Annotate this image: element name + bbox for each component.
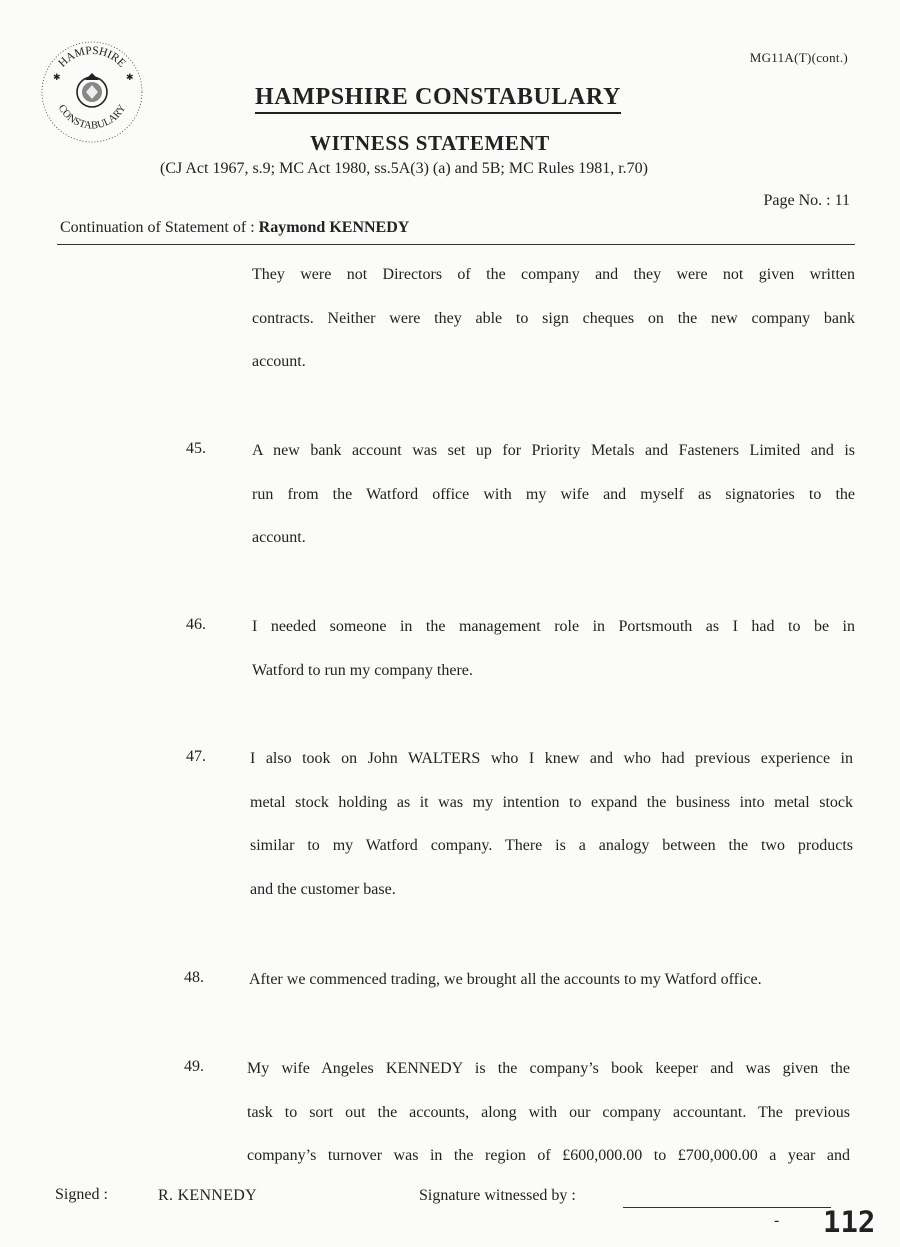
paragraph-line: A new bank account was set up for Priority Metals and Fasteners Limited and is bbox=[252, 442, 855, 459]
paragraph-line: I needed someone in the management role in Portsmouth as I had to be in bbox=[252, 618, 855, 635]
paragraph-line: and the customer base. bbox=[250, 880, 396, 898]
paragraph-49 bbox=[247, 1047, 850, 1178]
paragraph-45 bbox=[252, 429, 855, 560]
seal-text-top: HAMPSHIRE bbox=[56, 44, 128, 70]
signed-label: Signed : bbox=[55, 1186, 108, 1203]
seal-text-bottom: CONSTABULARY bbox=[55, 103, 129, 132]
document-type: WITNESS STATEMENT bbox=[310, 131, 550, 155]
page-total-dash: - bbox=[774, 1212, 780, 1229]
paragraph-line: run from the Watford office with my wife and myself as signatories to the bbox=[252, 485, 855, 503]
paragraph-continued bbox=[252, 253, 855, 384]
paragraph-line: contracts. Neither were they able to sign cheques on the new company bank bbox=[252, 309, 855, 327]
crest-icon bbox=[77, 73, 107, 107]
paragraph-48 bbox=[249, 958, 852, 1002]
page-total-number: 112 bbox=[823, 1205, 876, 1239]
paragraph-number: 46. bbox=[186, 616, 206, 633]
header-divider bbox=[57, 244, 855, 245]
witnessed-label: Signature witnessed by : bbox=[419, 1187, 576, 1204]
signed-name: R. KENNEDY bbox=[158, 1187, 257, 1204]
paragraph-line: metal stock holding as it was my intention to expand the business into metal stock bbox=[250, 793, 853, 811]
continuation-line bbox=[60, 219, 409, 237]
paragraph-line: After we commenced trading, we brought all the accounts to my Watford office. bbox=[249, 971, 762, 988]
continuation-label: Continuation of Statement of : bbox=[60, 219, 255, 236]
svg-text:✱: ✱ bbox=[126, 73, 134, 83]
witness-signature-line bbox=[623, 1207, 831, 1208]
paragraph-line: company’s turnover was in the region of £600,000.00 to £700,000.00 a year and bbox=[247, 1147, 850, 1165]
paragraph-line: task to sort out the accounts, along with our company accountant. The previous bbox=[247, 1103, 850, 1121]
paragraph-number: 48. bbox=[184, 969, 204, 986]
paragraph-line: account. bbox=[252, 529, 306, 547]
paragraph-line: account. bbox=[252, 353, 306, 371]
paragraph-line: I also took on John WALTERS who I knew and who had previous experience in bbox=[250, 750, 853, 767]
witness-name: Raymond KENNEDY bbox=[258, 219, 410, 236]
paragraph-line: Watford to run my company there. bbox=[252, 661, 473, 679]
legal-reference: (CJ Act 1967, s.9; MC Act 1980, ss.5A(3) (a) and 5B; MC Rules 1981, r.70) bbox=[160, 160, 648, 177]
paragraph-number: 45. bbox=[186, 440, 206, 457]
form-code: MG11A(T)(cont.) bbox=[749, 50, 848, 65]
svg-text:✱: ✱ bbox=[53, 73, 61, 83]
paragraph-line: They were not Directors of the company and they were not given written bbox=[252, 266, 855, 283]
paragraph-47 bbox=[250, 737, 853, 911]
paragraph-number: 49. bbox=[184, 1058, 204, 1075]
paragraph-line: My wife Angeles KENNEDY is the company’s book keeper and was given the bbox=[247, 1060, 850, 1077]
constabulary-seal bbox=[40, 40, 144, 144]
paragraph-line: similar to my Watford company. There is a analogy between the two products bbox=[250, 837, 853, 855]
paragraph-46 bbox=[252, 605, 855, 692]
page-title: HAMPSHIRE CONSTABULARY bbox=[255, 83, 621, 114]
paragraph-number: 47. bbox=[186, 748, 206, 765]
page-number: Page No. : 11 bbox=[763, 192, 850, 209]
